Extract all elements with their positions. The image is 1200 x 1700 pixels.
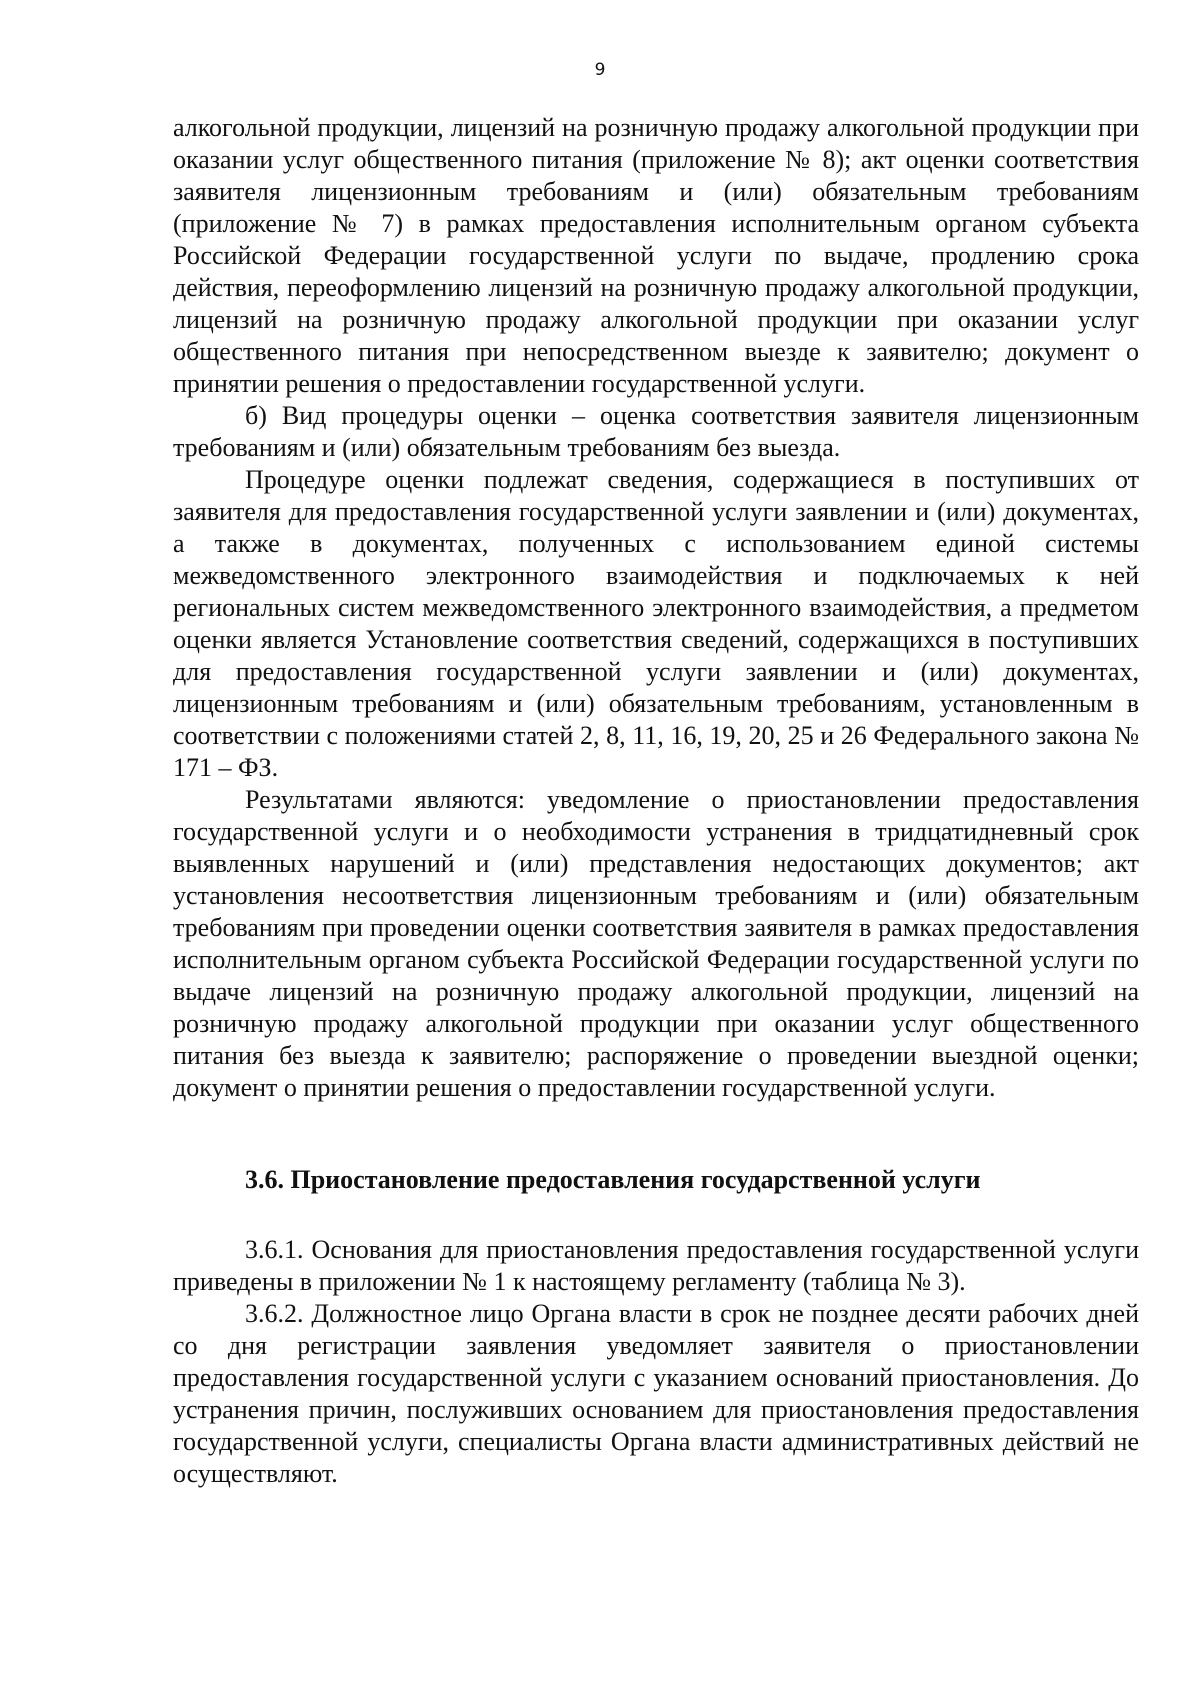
page-number: 9 xyxy=(594,60,606,80)
paragraph-procedure-type: б) Вид процедуры оценки – оценка соответствия заявителя лицензионным требованиям и (или) обязательным требованиям без выезда. xyxy=(173,401,1139,462)
paragraph-continuation: алкогольной продукции, лицензий на розничную продажу алкогольной продукции при оказании услуг общественного питания (приложение № 8); акт оценки соответствия заявителя лицензионным требованиям и (или) обязательным требованиям (приложение № 7) в рамках предоставления исполнительным органом субъекта Российской Федерации государственной услуги по выдаче, продлению срока действия, переоформлению лицензий на розничную продажу алкогольной продукции, лицензий на розничную продажу алкогольной продукции при оказании услуг общественного питания при непосредственном выезде к заявителю; документ о принятии решения о предоставлении государственной услуги. xyxy=(173,113,1139,398)
section-heading: 3.6. Приостановление предоставления государственной услуги xyxy=(245,1165,981,1194)
document-body xyxy=(173,112,1139,1490)
paragraph-3-6-1: 3.6.1. Основания для приостановления предоставления государственной услуги приведены в приложении № 1 к настоящему регламенту (таблица № 3). xyxy=(173,1235,1139,1296)
paragraph-assessment-subject: Процедуре оценки подлежат сведения, содержащиеся в поступивших от заявителя для предоставления государственной услуги заявлении и (или) документах, а также в документах, полученных с использованием единой системы межведомственного электронного взаимодействия и подключаемых к ней региональных систем межведомственного электронного взаимодействия, а предметом оценки является Установление соответствия сведений, содержащихся в поступивших для предоставления государственной услуги заявлении и (или) документах, лицензионным требованиям и (или) обязательным требованиям, установленным в соответствии с положениями статей 2, 8, 11, 16, 19, 20, 25 и 26 Федерального закона № 171 – ФЗ. xyxy=(173,465,1139,782)
paragraph-results: Результатами являются: уведомление о приостановлении предоставления государственной услуги и о необходимости устранения в тридцатидневный срок выявленных нарушений и (или) представления недостающих документов; акт установления несоответствия лицензионным требованиям и (или) обязательным требованиям при проведении оценки соответствия заявителя в рамках предоставления исполнительным органом субъекта Российской Федерации государственной услуги по выдаче лицензий на розничную продажу алкогольной продукции, лицензий на розничную продажу алкогольной продукции при оказании услуг общественного питания без выезда к заявителю; распоряжение о проведении выездной оценки; документ о принятии решения о предоставлении государственной услуги. xyxy=(173,785,1139,1102)
paragraph-3-6-2: 3.6.2. Должностное лицо Органа власти в срок не позднее десяти рабочих дней со дня регистрации заявления уведомляет заявителя о приостановлении предоставления государственной услуги с указанием оснований приостановления. До устранения причин, послуживших основанием для приостановления предоставления государственной услуги, специалисты Органа власти административных действий не осуществляют. xyxy=(173,1299,1139,1488)
